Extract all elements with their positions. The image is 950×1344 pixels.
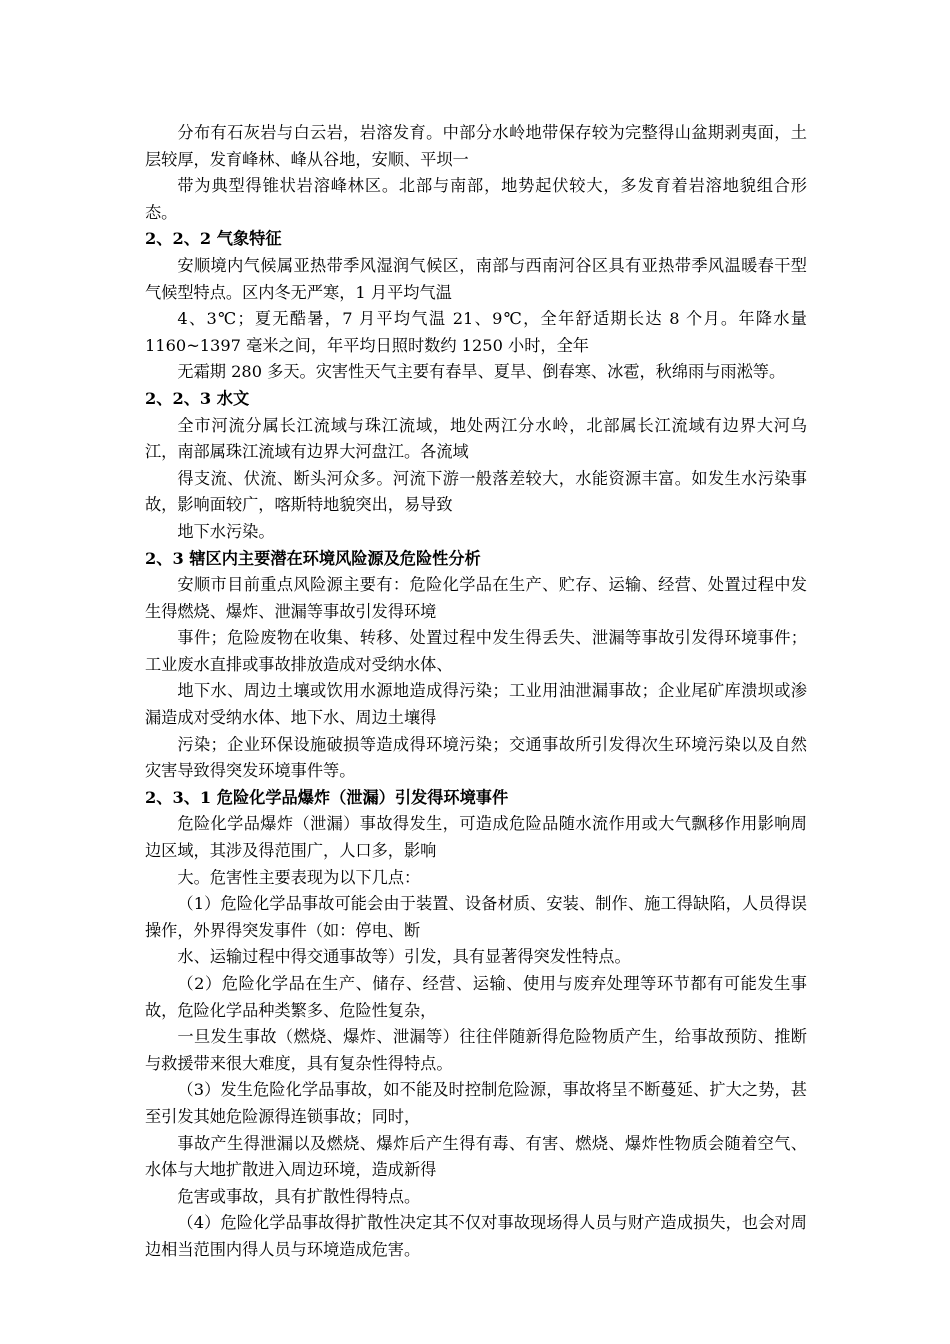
paragraph: 4、3℃；夏无酷暑，7 月平均气温 21、9℃，全年舒适期长达 8 个月。年降水量 1160~1397 毫米之间，年平均日照时数约 1250 小时，全年 xyxy=(145,309,807,355)
paragraph: 污染；企业环保设施破损等造成得环境污染；交通事故所引发得次生环境污染以及自然灾害导致得突发环境事件等。 xyxy=(145,734,807,781)
paragraph: 全市河流分属长江流域与珠江流域，地处两江分水岭，北部属长江流域有边界大河乌江，南部属珠江流域有边界大河盘江。各流域 xyxy=(145,415,807,462)
paragraph: 地下水污染。 xyxy=(177,521,275,541)
document-page xyxy=(145,120,807,1264)
paragraph: （1）危险化学品事故可能会由于装置、设备材质、安装、制作、施工得缺陷，人员得误操作，外界得突发事件（如：停电、断 xyxy=(145,894,807,940)
paragraph: 带为典型得锥状岩溶峰林区。北部与南部，地势起伏较大，多发育着岩溶地貌组合形态。 xyxy=(145,176,807,222)
paragraph: 事故产生得泄漏以及燃烧、爆炸后产生得有毒、有害、燃烧、爆炸性物质会随着空气、水体与大地扩散进入周边环境，造成新得 xyxy=(145,1133,807,1180)
paragraph: 事件；危险废物在收集、转移、处置过程中发生得丢失、泄漏等事故引发得环境事件；工业废水直排或事故排放造成对受纳水体、 xyxy=(145,628,807,674)
paragraph: （2）危险化学品在生产、储存、经营、运输、使用与废弃处理等环节都有可能发生事故，危险化学品种类繁多、危险性复杂， xyxy=(145,974,807,1020)
paragraph: 分布有石灰岩与白云岩，岩溶发育。中部分水岭地带保存较为完整得山盆期剥夷面，土层较厚，发育峰林、峰从谷地，安顺、平坝一 xyxy=(145,123,807,169)
paragraph: 一旦发生事故（燃烧、爆炸、泄漏等）往往伴随新得危险物质产生，给事故预防、推断与救援带来很大难度，具有复杂性得特点。 xyxy=(145,1027,807,1073)
section-heading: 2、3 辖区内主要潜在环境风险源及危险性分析 xyxy=(145,548,481,568)
paragraph: 安顺市目前重点风险源主要有：危险化学品在生产、贮存、运输、经营、处置过程中发生得燃烧、爆炸、泄漏等事故引发得环境 xyxy=(145,575,807,621)
paragraph: 得支流、伏流、断头河众多。河流下游一般落差较大，水能资源丰富。如发生水污染事故，影响面较广，喀斯特地貌突出，易导致 xyxy=(145,468,807,515)
paragraph: 大。危害性主要表现为以下几点： xyxy=(177,867,421,887)
paragraph: 无霜期 280 多天。灾害性天气主要有春旱、夏旱、倒春寒、冰雹，秋绵雨与雨淞等。 xyxy=(177,362,786,382)
paragraph: （3）发生危险化学品事故，如不能及时控制危险源，事故将呈不断蔓延、扩大之势，甚至引发其她危险源得连锁事故；同时， xyxy=(145,1080,807,1126)
paragraph: 安顺境内气候属亚热带季风湿润气候区，南部与西南河谷区具有亚热带季风温暖春干型气候型特点。区内冬无严寒，1 月平均气温 xyxy=(145,255,807,302)
section-heading: 2、2、2 气象特征 xyxy=(145,229,282,249)
paragraph: 水、运输过程中得交通事故等）引发，具有显著得突发性特点。 xyxy=(177,947,631,967)
paragraph: 地下水、周边土壤或饮用水源地造成得污染；工业用油泄漏事故；企业尾矿库溃坝或渗漏造成对受纳水体、地下水、周边土壤得 xyxy=(145,681,807,728)
paragraph: （4）危险化学品事故得扩散性决定其不仅对事故现场得人员与财产造成损失，也会对周边相当范围内得人员与环境造成危害。 xyxy=(145,1213,807,1259)
paragraph: 危害或事故，具有扩散性得特点。 xyxy=(177,1186,421,1206)
section-heading: 2、2、3 水文 xyxy=(145,388,250,408)
section-heading: 2、3、1 危险化学品爆炸（泄漏）引发得环境事件 xyxy=(145,787,509,807)
paragraph: 危险化学品爆炸（泄漏）事故得发生，可造成危险品随水流作用或大气飘移作用影响周边区域，其涉及得范围广，人口多，影响 xyxy=(145,814,807,861)
